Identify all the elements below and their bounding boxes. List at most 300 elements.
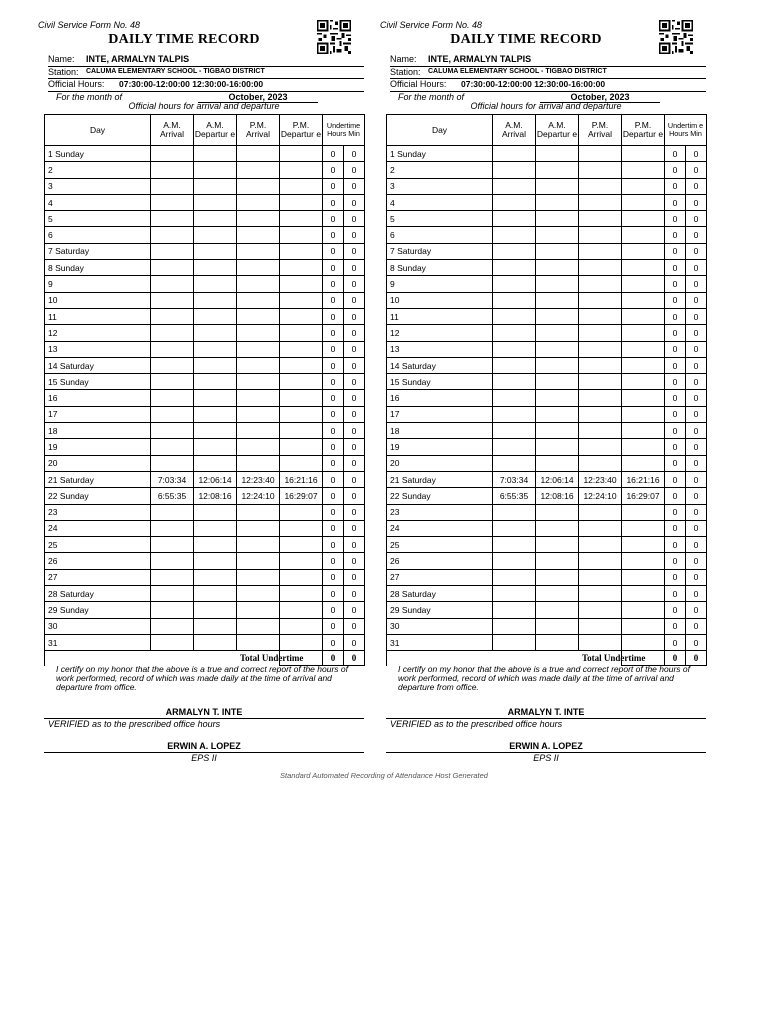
undertime-minutes-cell: 0 — [686, 586, 707, 602]
undertime-minutes-cell: 0 — [686, 520, 707, 536]
official-hours-note: Official hours for arrival and departure — [470, 101, 622, 111]
am-departure-cell — [194, 325, 237, 341]
am-departure-cell — [536, 390, 579, 406]
pm-arrival-cell — [237, 227, 280, 243]
day-cell: 21 Saturday — [387, 471, 493, 487]
am-arrival-cell — [493, 162, 536, 178]
day-cell: 28 Saturday — [387, 586, 493, 602]
time-record-table — [386, 114, 707, 666]
am-arrival-cell — [493, 211, 536, 227]
pm-arrival-cell — [579, 243, 622, 259]
table-row — [387, 618, 707, 634]
am-arrival-cell — [493, 292, 536, 308]
am-departure-cell — [194, 211, 237, 227]
day-cell: 20 — [387, 455, 493, 471]
am-departure-cell — [536, 406, 579, 422]
undertime-hours-cell: 0 — [665, 488, 686, 504]
table-row — [45, 325, 365, 341]
pm-departure-cell: 16:21:16 — [622, 471, 665, 487]
undertime-minutes-cell: 0 — [686, 194, 707, 210]
qr-code-icon — [656, 20, 696, 54]
am-arrival-cell — [493, 146, 536, 162]
day-cell: 30 — [387, 618, 493, 634]
pm-arrival-cell — [579, 374, 622, 390]
table-row — [387, 260, 707, 276]
pm-arrival-cell — [579, 227, 622, 243]
pm-arrival-cell — [237, 243, 280, 259]
pm-departure-cell — [622, 357, 665, 373]
undertime-minutes-cell: 0 — [344, 423, 365, 439]
undertime-hours-cell: 0 — [323, 537, 344, 553]
pm-departure-cell — [280, 553, 323, 569]
month-label: For the month of — [398, 91, 465, 102]
undertime-minutes-cell: 0 — [344, 586, 365, 602]
official-hours-value: 07:30:00-12:00:00 12:30:00-16:00:00 — [461, 79, 606, 89]
undertime-hours-cell: 0 — [323, 634, 344, 650]
form-number: Civil Service Form No. 48 — [380, 20, 483, 30]
pm-departure-cell — [280, 178, 323, 194]
undertime-minutes-cell: 0 — [344, 162, 365, 178]
table-row — [387, 406, 707, 422]
table-row — [45, 260, 365, 276]
table-row — [45, 341, 365, 357]
day-cell: 30 — [45, 618, 151, 634]
pm-departure-cell — [622, 504, 665, 520]
am-departure-cell — [194, 520, 237, 536]
undertime-minutes-cell: 0 — [344, 146, 365, 162]
am-arrival-cell — [151, 194, 194, 210]
table-row — [387, 308, 707, 324]
pm-departure-cell — [622, 569, 665, 585]
pm-departure-cell — [280, 504, 323, 520]
day-cell: 5 — [45, 211, 151, 227]
pm-arrival-cell — [579, 178, 622, 194]
am-departure-cell — [536, 243, 579, 259]
pm-departure-cell — [280, 162, 323, 178]
pm-departure-cell — [280, 569, 323, 585]
day-cell: 27 — [387, 569, 493, 585]
undertime-hours-cell: 0 — [665, 325, 686, 341]
table-header — [387, 115, 707, 146]
undertime-hours-cell: 0 — [323, 194, 344, 210]
pm-departure-cell — [622, 423, 665, 439]
day-header: Day — [45, 115, 151, 146]
undertime-hours-cell: 0 — [323, 553, 344, 569]
undertime-hours-cell: 0 — [323, 178, 344, 194]
undertime-minutes-cell: 0 — [344, 504, 365, 520]
table-row — [387, 243, 707, 259]
day-cell: 17 — [45, 406, 151, 422]
employee-info — [390, 54, 706, 103]
pm-arrival-cell — [579, 602, 622, 618]
name-row — [390, 54, 706, 67]
official-hours-row — [390, 79, 706, 92]
am-departure-cell — [194, 292, 237, 308]
pm-arrival-cell — [237, 455, 280, 471]
undertime-minutes-cell: 0 — [686, 618, 707, 634]
undertime-hours-cell: 0 — [323, 618, 344, 634]
am-departure-cell — [536, 211, 579, 227]
am-departure-cell — [194, 455, 237, 471]
undertime-minutes-cell: 0 — [686, 423, 707, 439]
employee-signature: ARMALYN T. INTE — [165, 707, 243, 717]
undertime-hours-cell: 0 — [665, 553, 686, 569]
table-row — [387, 602, 707, 618]
undertime-minutes-cell: 0 — [686, 325, 707, 341]
undertime-hours-cell: 0 — [665, 423, 686, 439]
official-hours-row — [48, 79, 364, 92]
am-departure-cell — [536, 292, 579, 308]
undertime-minutes-cell: 0 — [686, 341, 707, 357]
undertime-minutes-cell: 0 — [344, 357, 365, 373]
table-row — [45, 455, 365, 471]
undertime-hours-cell: 0 — [665, 618, 686, 634]
undertime-minutes-cell: 0 — [344, 390, 365, 406]
am-arrival-cell — [151, 162, 194, 178]
pm-departure-cell — [280, 390, 323, 406]
form-number: Civil Service Form No. 48 — [38, 20, 141, 30]
table-row — [387, 439, 707, 455]
pm-arrival-cell: 12:24:10 — [237, 488, 280, 504]
undertime-minutes-cell: 0 — [344, 308, 365, 324]
undertime-minutes-cell: 0 — [344, 211, 365, 227]
day-cell: 31 — [45, 634, 151, 650]
day-cell: 24 — [45, 520, 151, 536]
pm-arrival-cell: 12:24:10 — [579, 488, 622, 504]
undertime-minutes-cell: 0 — [686, 471, 707, 487]
am-departure-cell: 12:06:14 — [194, 471, 237, 487]
day-cell: 16 — [45, 390, 151, 406]
pm-departure-cell — [280, 602, 323, 618]
table-row — [45, 634, 365, 650]
am-departure-cell — [194, 586, 237, 602]
am-departure-cell — [536, 260, 579, 276]
certification-text: I certify on my honor that the above is a true and correct report of the hours of work performed, record of which was made daily at the time of arrival and departure from office. — [56, 664, 348, 692]
undertime-minutes-cell: 0 — [686, 634, 707, 650]
pm-departure-cell — [280, 537, 323, 553]
undertime-minutes-cell: 0 — [344, 618, 365, 634]
day-cell: 13 — [387, 341, 493, 357]
table-row — [45, 586, 365, 602]
table-row — [387, 341, 707, 357]
pm-departure-cell — [622, 194, 665, 210]
table-row — [45, 520, 365, 536]
am-arrival-cell — [151, 146, 194, 162]
undertime-minutes-cell: 0 — [686, 292, 707, 308]
pm-departure-cell — [622, 243, 665, 259]
undertime-hours-cell: 0 — [665, 439, 686, 455]
day-header: Day — [387, 115, 493, 146]
pm-departure-header: P.M. Departur e — [280, 115, 323, 146]
table-row — [387, 357, 707, 373]
undertime-hours-cell: 0 — [665, 406, 686, 422]
verified-text: VERIFIED as to the prescribed office hours — [390, 719, 563, 729]
am-departure-cell — [194, 178, 237, 194]
total-label: Total Undertime — [240, 651, 283, 666]
pm-departure-cell: 16:29:07 — [280, 488, 323, 504]
am-departure-cell: 12:08:16 — [536, 488, 579, 504]
day-cell: 23 — [387, 504, 493, 520]
pm-arrival-cell — [579, 423, 622, 439]
undertime-minutes-cell: 0 — [344, 488, 365, 504]
undertime-minutes-cell: 0 — [344, 455, 365, 471]
table-row — [45, 227, 365, 243]
pm-departure-cell — [280, 618, 323, 634]
undertime-hours-cell: 0 — [323, 146, 344, 162]
day-cell: 31 — [387, 634, 493, 650]
am-arrival-cell — [151, 292, 194, 308]
pm-arrival-cell — [237, 178, 280, 194]
total-minutes: 0 — [344, 651, 365, 666]
pm-departure-cell — [622, 586, 665, 602]
pm-arrival-cell — [237, 602, 280, 618]
verifier-name: ERWIN A. LOPEZ — [509, 741, 583, 751]
verified-text: VERIFIED as to the prescribed office hours — [48, 719, 221, 729]
day-cell: 7 Saturday — [387, 243, 493, 259]
am-departure-cell — [536, 194, 579, 210]
am-arrival-cell — [151, 357, 194, 373]
am-arrival-cell — [151, 308, 194, 324]
pm-departure-header: P.M. Departur e — [622, 115, 665, 146]
am-departure-cell — [536, 374, 579, 390]
table-row — [45, 439, 365, 455]
table-row — [387, 455, 707, 471]
table-row — [45, 308, 365, 324]
table-row — [387, 553, 707, 569]
pm-departure-cell — [622, 634, 665, 650]
pm-arrival-cell — [237, 162, 280, 178]
total-minutes: 0 — [686, 651, 707, 666]
table-row — [45, 471, 365, 487]
day-cell: 22 Sunday — [45, 488, 151, 504]
am-arrival-cell — [151, 341, 194, 357]
pm-arrival-cell — [237, 325, 280, 341]
undertime-minutes-cell: 0 — [344, 227, 365, 243]
undertime-hours-cell: 0 — [323, 455, 344, 471]
table-row — [387, 634, 707, 650]
table-row — [45, 178, 365, 194]
undertime-hours-cell: 0 — [665, 227, 686, 243]
table-row — [45, 504, 365, 520]
undertime-minutes-cell: 0 — [344, 276, 365, 292]
pm-arrival-cell — [237, 586, 280, 602]
am-arrival-cell — [493, 406, 536, 422]
table-row — [387, 211, 707, 227]
undertime-hours-cell: 0 — [323, 374, 344, 390]
undertime-minutes-cell: 0 — [686, 439, 707, 455]
pm-departure-cell — [280, 634, 323, 650]
am-departure-cell: 12:08:16 — [194, 488, 237, 504]
undertime-hours-cell: 0 — [665, 374, 686, 390]
am-arrival-cell — [151, 178, 194, 194]
undertime-hours-cell: 0 — [665, 471, 686, 487]
pm-departure-cell — [280, 341, 323, 357]
undertime-hours-cell: 0 — [323, 325, 344, 341]
am-departure-header: A.M. Departur e — [194, 115, 237, 146]
pm-arrival-cell — [579, 520, 622, 536]
am-departure-cell — [536, 276, 579, 292]
undertime-minutes-cell: 0 — [344, 260, 365, 276]
undertime-minutes-cell: 0 — [686, 178, 707, 194]
undertime-hours-cell: 0 — [665, 537, 686, 553]
pm-arrival-cell — [579, 586, 622, 602]
day-cell: 26 — [45, 553, 151, 569]
day-cell: 6 — [387, 227, 493, 243]
am-departure-cell — [194, 374, 237, 390]
am-arrival-cell — [493, 178, 536, 194]
table-row — [45, 292, 365, 308]
day-cell: 12 — [387, 325, 493, 341]
pm-arrival-cell — [237, 439, 280, 455]
pm-arrival-cell — [579, 325, 622, 341]
am-arrival-cell — [493, 602, 536, 618]
table-row — [387, 227, 707, 243]
day-cell: 17 — [387, 406, 493, 422]
am-departure-cell — [536, 602, 579, 618]
am-departure-cell — [536, 178, 579, 194]
day-cell: 8 Sunday — [387, 260, 493, 276]
am-arrival-cell — [151, 634, 194, 650]
undertime-minutes-cell: 0 — [344, 194, 365, 210]
am-departure-cell — [194, 406, 237, 422]
month-label: For the month of — [56, 91, 123, 102]
table-row — [45, 423, 365, 439]
undertime-hours-cell: 0 — [665, 455, 686, 471]
am-departure-cell — [194, 308, 237, 324]
month-value: October, 2023 — [540, 92, 660, 103]
day-cell: 7 Saturday — [45, 243, 151, 259]
pm-departure-cell — [280, 146, 323, 162]
pm-arrival-cell — [579, 341, 622, 357]
pm-departure-cell — [622, 374, 665, 390]
am-arrival-cell — [493, 504, 536, 520]
am-departure-cell — [536, 325, 579, 341]
table-row — [387, 569, 707, 585]
undertime-minutes-cell: 0 — [686, 162, 707, 178]
am-departure-cell — [194, 602, 237, 618]
pm-departure-cell — [622, 178, 665, 194]
undertime-hours-cell: 0 — [323, 423, 344, 439]
table-row — [387, 520, 707, 536]
pm-departure-cell — [280, 276, 323, 292]
am-departure-cell — [194, 260, 237, 276]
table-row — [387, 471, 707, 487]
day-cell: 27 — [45, 569, 151, 585]
day-cell: 25 — [45, 537, 151, 553]
undertime-hours-cell: 0 — [665, 357, 686, 373]
undertime-hours-cell: 0 — [323, 162, 344, 178]
pm-arrival-cell — [579, 162, 622, 178]
undertime-hours-cell: 0 — [665, 194, 686, 210]
day-cell: 18 — [387, 423, 493, 439]
pm-departure-cell: 16:29:07 — [622, 488, 665, 504]
day-cell: 10 — [387, 292, 493, 308]
pm-departure-cell — [622, 325, 665, 341]
am-arrival-cell — [151, 455, 194, 471]
undertime-minutes-cell: 0 — [344, 325, 365, 341]
table-row — [387, 390, 707, 406]
am-arrival-cell — [151, 243, 194, 259]
undertime-minutes-cell: 0 — [344, 520, 365, 536]
form-title: DAILY TIME RECORD — [450, 32, 602, 47]
time-record-table — [44, 114, 365, 666]
table-row — [387, 586, 707, 602]
table-row — [45, 602, 365, 618]
day-cell: 29 Sunday — [45, 602, 151, 618]
am-arrival-cell — [151, 504, 194, 520]
table-row — [45, 390, 365, 406]
undertime-minutes-cell: 0 — [686, 504, 707, 520]
pm-arrival-cell — [579, 211, 622, 227]
am-arrival-cell — [151, 374, 194, 390]
undertime-minutes-cell: 0 — [344, 292, 365, 308]
employee-signature: ARMALYN T. INTE — [507, 707, 585, 717]
am-arrival-cell — [493, 341, 536, 357]
pm-departure-cell — [622, 308, 665, 324]
undertime-minutes-cell: 0 — [344, 602, 365, 618]
pm-arrival-header: P.M. Arrival — [579, 115, 622, 146]
pm-arrival-cell — [237, 423, 280, 439]
am-arrival-cell — [493, 194, 536, 210]
day-cell: 4 — [45, 194, 151, 210]
day-cell: 10 — [45, 292, 151, 308]
am-arrival-cell: 7:03:34 — [493, 471, 536, 487]
total-hours: 0 — [665, 651, 686, 666]
pm-departure-cell — [622, 260, 665, 276]
pm-departure-cell — [622, 341, 665, 357]
employee-name: INTE, ARMALYN TALPIS — [86, 54, 190, 64]
am-departure-cell — [194, 243, 237, 259]
pm-arrival-cell — [237, 194, 280, 210]
am-departure-cell — [536, 537, 579, 553]
day-cell: 28 Saturday — [45, 586, 151, 602]
table-row — [45, 569, 365, 585]
pm-departure-cell — [622, 227, 665, 243]
am-arrival-header: A.M. Arrival — [493, 115, 536, 146]
undertime-minutes-cell: 0 — [686, 537, 707, 553]
employee-info — [48, 54, 364, 103]
am-arrival-cell — [493, 586, 536, 602]
pm-arrival-cell — [579, 292, 622, 308]
undertime-minutes-cell: 0 — [686, 406, 707, 422]
pm-arrival-cell — [237, 146, 280, 162]
undertime-hours-cell: 0 — [323, 211, 344, 227]
table-row — [387, 276, 707, 292]
day-cell: 23 — [45, 504, 151, 520]
day-cell: 19 — [387, 439, 493, 455]
pm-departure-cell — [622, 211, 665, 227]
undertime-header: Undertim e Hours Min — [665, 115, 707, 146]
undertime-minutes-cell: 0 — [686, 390, 707, 406]
day-cell: 20 — [45, 455, 151, 471]
undertime-minutes-cell: 0 — [686, 276, 707, 292]
am-arrival-cell — [151, 390, 194, 406]
pm-departure-cell — [280, 260, 323, 276]
undertime-minutes-cell: 0 — [686, 569, 707, 585]
am-arrival-cell — [151, 211, 194, 227]
am-arrival-cell — [493, 455, 536, 471]
undertime-hours-cell: 0 — [323, 504, 344, 520]
am-departure-cell — [194, 357, 237, 373]
am-departure-cell — [194, 390, 237, 406]
undertime-hours-cell: 0 — [665, 276, 686, 292]
am-departure-cell — [194, 162, 237, 178]
am-arrival-cell — [151, 618, 194, 634]
am-departure-cell — [536, 504, 579, 520]
am-departure-cell — [536, 586, 579, 602]
pm-departure-cell — [622, 162, 665, 178]
am-departure-cell — [536, 569, 579, 585]
